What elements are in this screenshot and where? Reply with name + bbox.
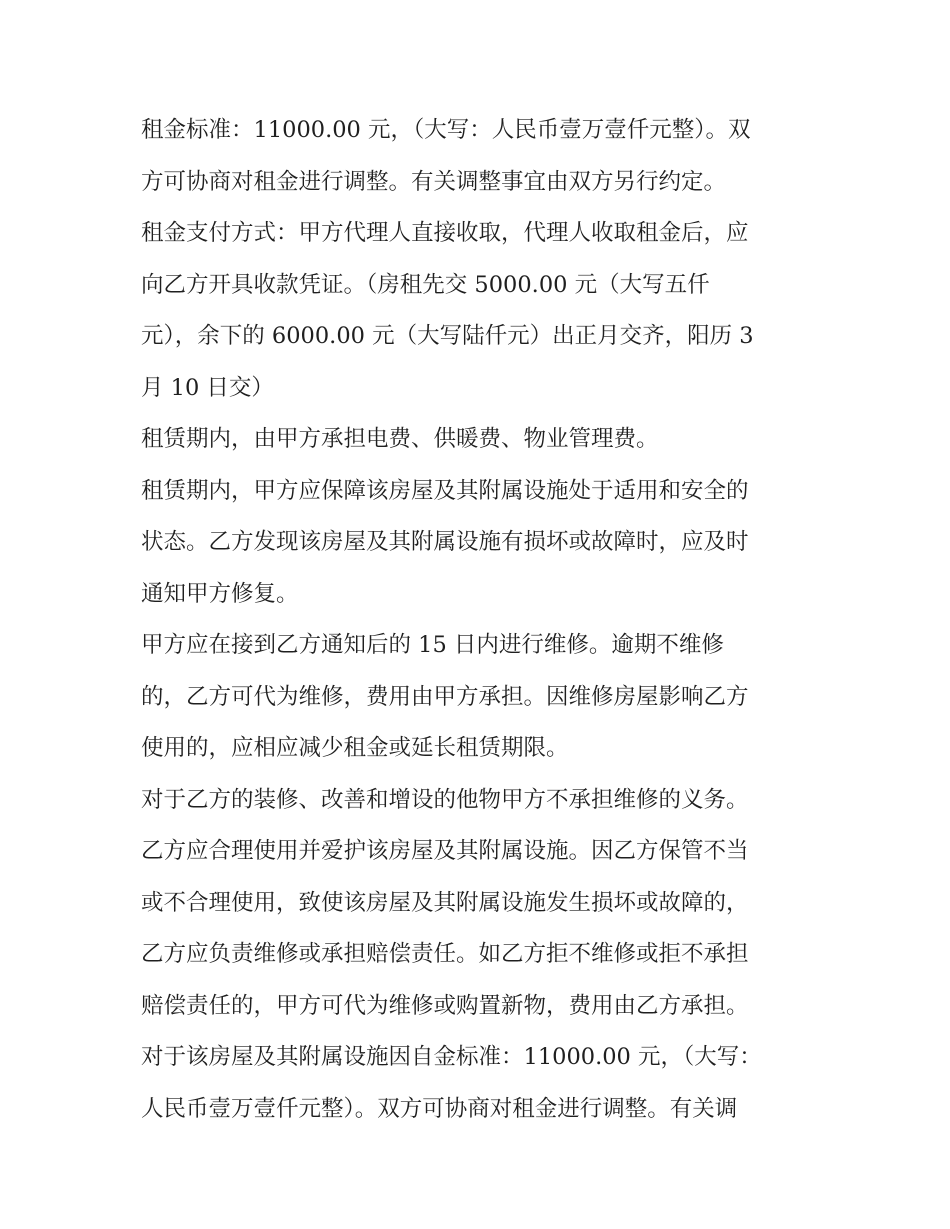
text-line: 租金支付方式：甲方代理人直接收取，代理人收取租金后，应 xyxy=(141,220,749,246)
text-line: 租赁期内，甲方应保障该房屋及其附属设施处于适用和安全的 xyxy=(141,477,749,504)
text-line: 或不合理使用，致使该房屋及其附属设施发生损坏或故障的， xyxy=(141,889,749,916)
text-line: 乙方应负责维修或承担赔偿责任。如乙方拒不维修或拒不承担 xyxy=(141,941,749,967)
text-line: 对于乙方的装修、改善和增设的他物甲方不承担维修的义务。 xyxy=(141,786,749,813)
text-line: 通知甲方修复。 xyxy=(141,580,299,607)
text-line: 状态。乙方发现该房屋及其附属设施有损坏或故障时，应及时 xyxy=(141,529,749,555)
text-line: 对于该房屋及其附属设施因自金标准：11000.00 元，（大写： xyxy=(141,1044,762,1070)
text-line: 赔偿责任的，甲方可代为维修或购置新物，费用由乙方承担。 xyxy=(141,992,749,1019)
text-line: 租赁期内，由甲方承担电费、供暖费、物业管理费。 xyxy=(141,426,659,452)
text-line: 的，乙方可代为维修，费用由甲方承担。因维修房屋影响乙方 xyxy=(141,683,749,710)
text-line: 月 10 日交） xyxy=(141,374,274,401)
text-line: 使用的，应相应减少租金或延长租赁期限。 xyxy=(141,735,569,761)
text-line: 向乙方开具收款凭证。（房租先交 5000.00 元（大写五仟 xyxy=(141,271,710,298)
text-line: 元），余下的 6000.00 元（大写陆仟元）出正月交齐，阳历 3 xyxy=(141,323,754,349)
text-line: 甲方应在接到乙方通知后的 15 日内进行维修。逾期不维修 xyxy=(141,632,724,658)
text-line: 租金标准：11000.00 元，（大写：人民币壹万壹仟元整）。双 xyxy=(141,117,751,143)
text-line: 人民币壹万壹仟元整）。双方可协商对租金进行调整。有关调 xyxy=(141,1095,738,1122)
text-line: 乙方应合理使用并爱护该房屋及其附属设施。因乙方保管不当 xyxy=(141,838,749,864)
text-line: 方可协商对租金进行调整。有关调整事宜由双方另行约定。 xyxy=(141,168,727,195)
document-body xyxy=(141,105,821,1135)
